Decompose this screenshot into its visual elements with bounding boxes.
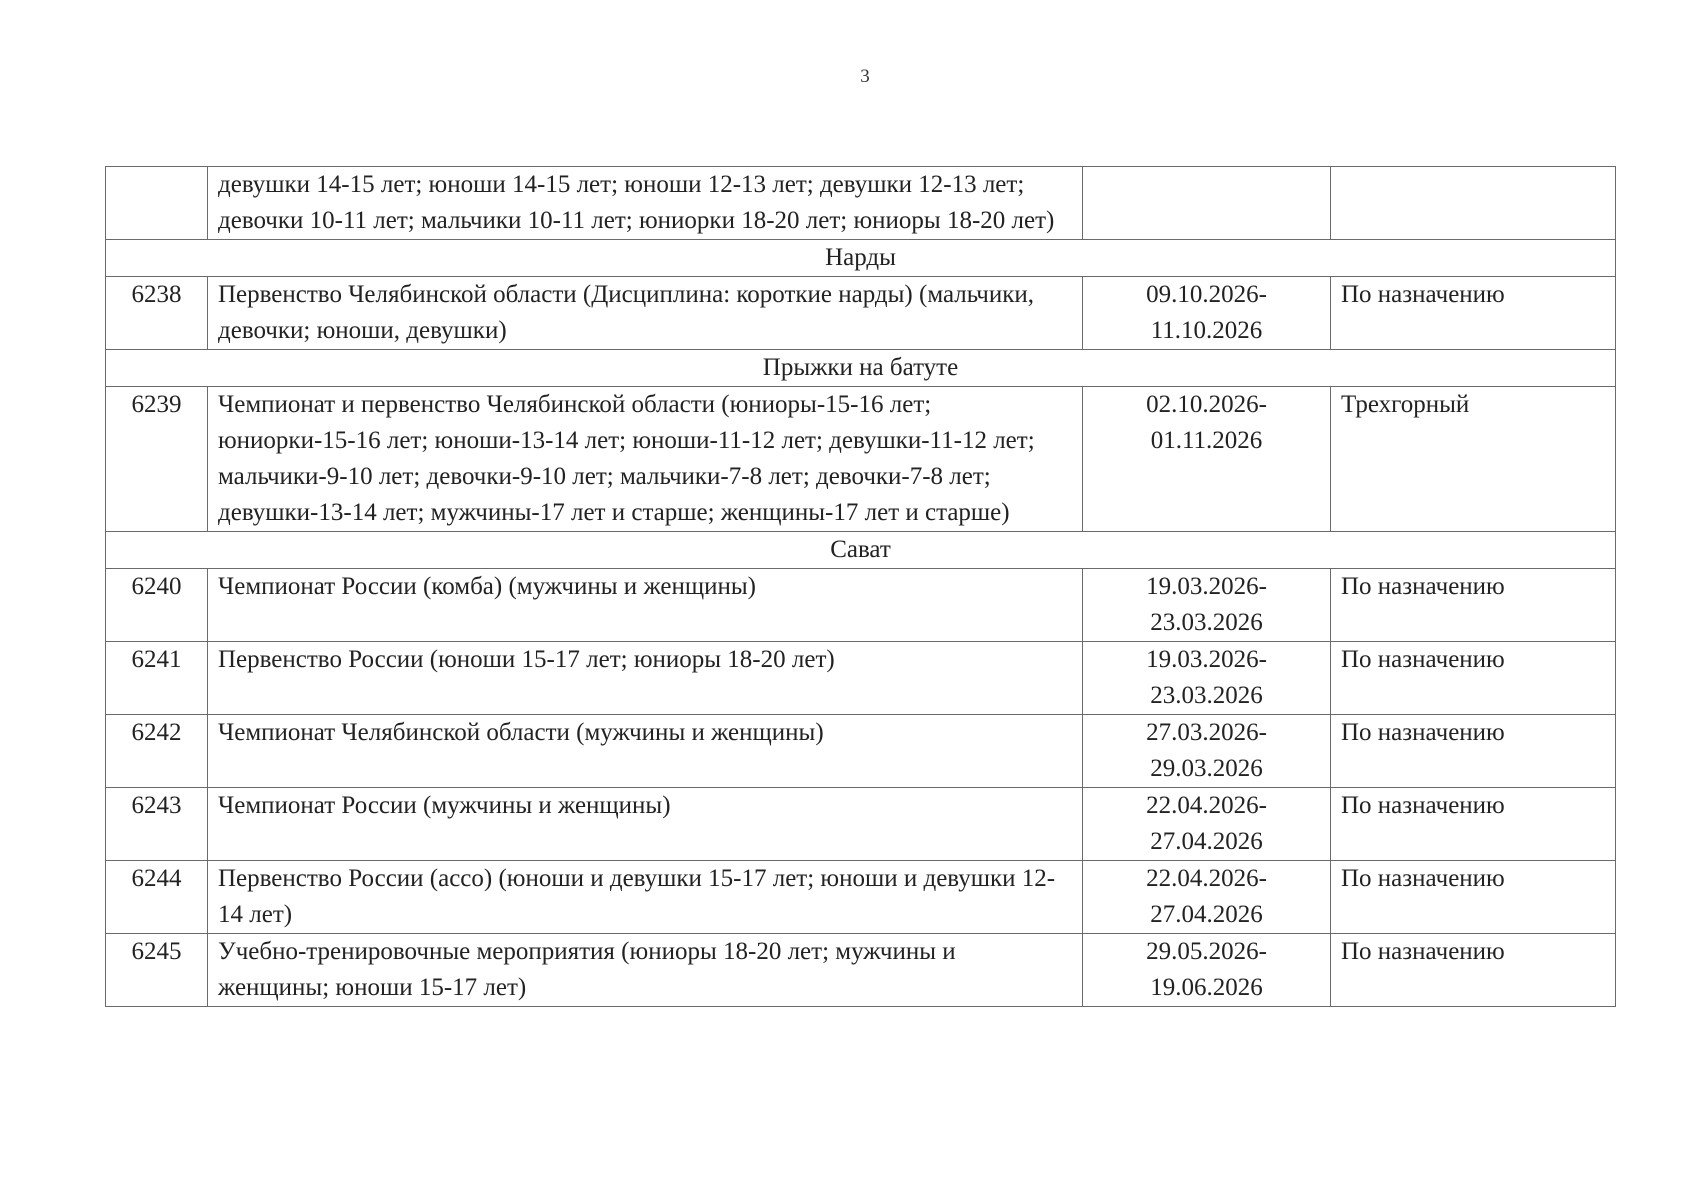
event-name: Первенство России (юноши 15-17 лет; юниоры 18-20 лет) xyxy=(208,642,1083,715)
event-date-end: 27.04.2026 xyxy=(1150,828,1263,855)
event-number: 6241 xyxy=(106,642,208,715)
event-date-end: 11.10.2026 xyxy=(1150,317,1263,344)
section-header-row xyxy=(106,532,1616,569)
event-date-end: 27.04.2026 xyxy=(1150,901,1263,928)
event-date-start: 19.03.2026- xyxy=(1146,573,1267,600)
section-header-row xyxy=(106,240,1616,277)
event-number: 6242 xyxy=(106,715,208,788)
event-date-start: 29.05.2026- xyxy=(1146,938,1267,965)
event-place: По назначению xyxy=(1331,642,1616,715)
event-name: Учебно-тренировочные мероприятия (юниоры 18-20 лет; мужчины и женщины; юноши 15-17 лет) xyxy=(208,934,1083,1007)
event-date-end: 23.03.2026 xyxy=(1150,609,1263,636)
events-table xyxy=(105,166,1616,1007)
event-name: Чемпионат Челябинской области (мужчины и женщины) xyxy=(208,715,1083,788)
table-row xyxy=(106,788,1616,861)
event-name: девушки 14-15 лет; юноши 14-15 лет; юноши 12-13 лет; девушки 12-13 лет; девочки 10-11 лет; мальчики 10-11 лет; юниорки 18-20 лет; юниоры 18-20 лет) xyxy=(208,167,1083,240)
event-place: Трехгорный xyxy=(1331,387,1616,532)
event-name: Чемпионат России (комба) (мужчины и женщины) xyxy=(208,569,1083,642)
event-dates xyxy=(1083,569,1331,642)
event-number xyxy=(106,167,208,240)
table-row xyxy=(106,861,1616,934)
event-name: Первенство Челябинской области (Дисциплина: короткие нарды) (мальчики, девочки; юноши, девушки) xyxy=(208,277,1083,350)
event-name: Чемпионат России (мужчины и женщины) xyxy=(208,788,1083,861)
event-date-end: 23.03.2026 xyxy=(1150,682,1263,709)
event-date-start: 19.03.2026- xyxy=(1146,646,1267,673)
table-row xyxy=(106,387,1616,532)
section-title: Нарды xyxy=(106,240,1616,277)
event-number: 6244 xyxy=(106,861,208,934)
event-place: По назначению xyxy=(1331,788,1616,861)
event-dates xyxy=(1083,387,1331,532)
event-place: По назначению xyxy=(1331,934,1616,1007)
event-number: 6240 xyxy=(106,569,208,642)
table-row xyxy=(106,715,1616,788)
event-date-start: 27.03.2026- xyxy=(1146,719,1267,746)
event-place: По назначению xyxy=(1331,715,1616,788)
event-number: 6243 xyxy=(106,788,208,861)
page-number: 3 xyxy=(860,66,870,87)
event-place: По назначению xyxy=(1331,569,1616,642)
event-dates xyxy=(1083,715,1331,788)
table-row xyxy=(106,167,1616,240)
event-place xyxy=(1331,167,1616,240)
section-header-row xyxy=(106,350,1616,387)
event-dates xyxy=(1083,861,1331,934)
event-number: 6239 xyxy=(106,387,208,532)
event-date-end: 29.03.2026 xyxy=(1150,755,1263,782)
event-place: По назначению xyxy=(1331,277,1616,350)
event-name: Чемпионат и первенство Челябинской области (юниоры-15-16 лет; юниорки-15-16 лет; юноши-13-14 лет; юноши-11-12 лет; девушки-11-12 лет; мальчики-9-10 лет; девочки-9-10 лет; мальчики-7-8 лет; девочки-7-8 лет; девушки-13-14 лет; мужчины-17 лет и старше; женщины-17 лет и старше) xyxy=(208,387,1083,532)
section-title: Прыжки на батуте xyxy=(106,350,1616,387)
event-date-start: 02.10.2026- xyxy=(1146,391,1267,418)
table-row xyxy=(106,642,1616,715)
event-dates xyxy=(1083,642,1331,715)
event-date-end: 01.11.2026 xyxy=(1150,427,1263,454)
event-date-start: 22.04.2026- xyxy=(1146,865,1267,892)
event-dates xyxy=(1083,934,1331,1007)
event-date-start: 09.10.2026- xyxy=(1146,281,1267,308)
event-date-end: 19.06.2026 xyxy=(1150,974,1263,1001)
event-date-start: 22.04.2026- xyxy=(1146,792,1267,819)
table-row xyxy=(106,277,1616,350)
event-dates xyxy=(1083,167,1331,240)
table-row xyxy=(106,934,1616,1007)
event-number: 6238 xyxy=(106,277,208,350)
table-row xyxy=(106,569,1616,642)
event-place: По назначению xyxy=(1331,861,1616,934)
event-name: Первенство России (ассо) (юноши и девушки 15-17 лет; юноши и девушки 12-14 лет) xyxy=(208,861,1083,934)
event-dates xyxy=(1083,788,1331,861)
event-dates xyxy=(1083,277,1331,350)
event-number: 6245 xyxy=(106,934,208,1007)
section-title: Сават xyxy=(106,532,1616,569)
